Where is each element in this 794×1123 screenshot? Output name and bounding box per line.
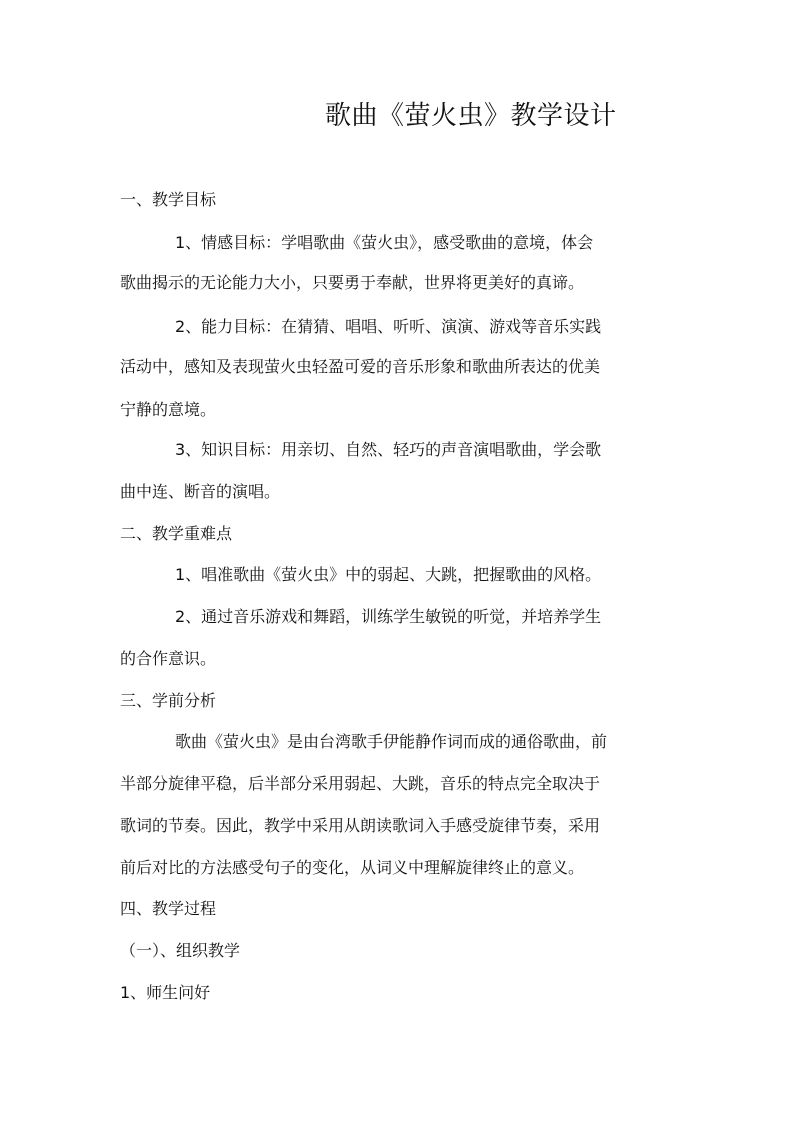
paragraph-line: 前后对比的方法感受句子的变化，从词义中理解旋律终止的意义。 [120,858,585,877]
section-heading-analysis: 三、学前分析 [120,691,217,710]
paragraph-line: 2、能力目标：在猜猜、唱唱、听听、演演、游戏等音乐实践 [175,317,602,336]
subsection-heading: （一）、组织教学 [120,941,241,960]
paragraph-line: 1、唱准歌曲《萤火虫》中的弱起、大跳，把握歌曲的风格。 [175,565,602,584]
section-heading-process: 四、教学过程 [120,899,217,918]
section-heading-objectives: 一、教学目标 [120,190,217,209]
section-heading-key-points: 二、教学重难点 [120,524,233,543]
paragraph-line: 的合作意识。 [120,649,217,668]
paragraph-line: 活动中，感知及表现萤火虫轻盈可爱的音乐形象和歌曲所表达的优美 [120,357,601,376]
paragraph-line: 宁静的意境。 [120,400,217,419]
paragraph-line: 歌曲《萤火虫》是由台湾歌手伊能静作词而成的通俗歌曲，前 [175,732,608,751]
paragraph-line: 歌词的节奏。因此，教学中采用从朗读歌词入手感受旋律节奏，采用 [120,816,601,835]
paragraph-line: 歌曲揭示的无论能力大小，只要勇于奉献，世界将更美好的真谛。 [120,273,585,292]
list-item: 1、师生问好 [120,983,211,1002]
paragraph-line: 半部分旋律平稳，后半部分采用弱起、大跳，音乐的特点完全取决于 [120,774,601,793]
paragraph-line: 曲中连、断音的演唱。 [120,482,281,501]
paragraph-line: 3、知识目标：用亲切、自然、轻巧的声音演唱歌曲，学会歌 [175,440,602,459]
paragraph-line: 2、通过音乐游戏和舞蹈，训练学生敏锐的听觉，并培养学生 [175,607,602,626]
paragraph-line: 1、情感目标：学唱歌曲《萤火虫》，感受歌曲的意境，体会 [175,233,594,252]
document-title: 歌曲《萤火虫》教学设计 [325,101,617,131]
